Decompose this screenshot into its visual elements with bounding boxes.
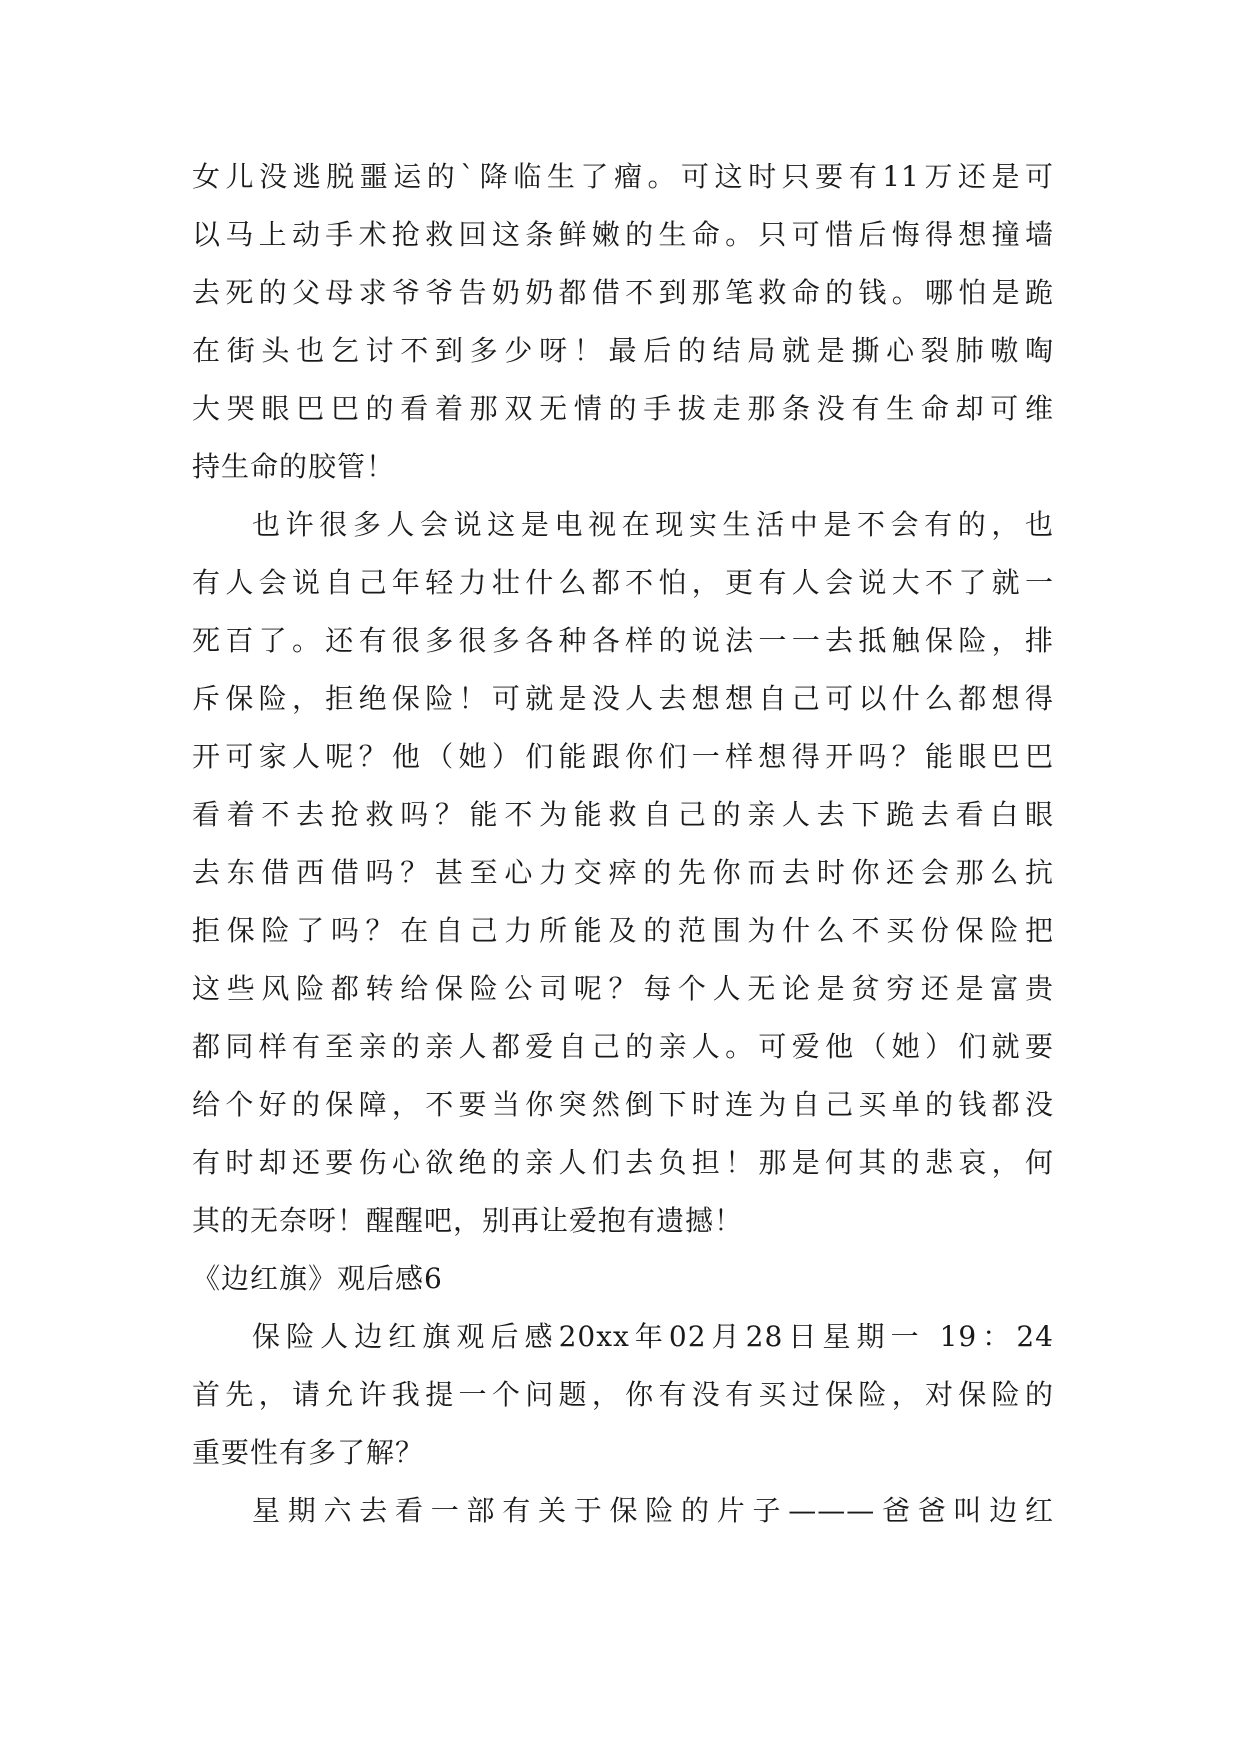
paragraph	[192, 148, 1054, 496]
paragraph	[192, 1482, 1054, 1540]
paragraph	[192, 1308, 1054, 1482]
text-line: 拒保险了吗？在自己力所能及的范围为什么不买份保险把	[192, 914, 1054, 947]
text-line: 在街头也乞讨不到多少呀！最后的结局就是撕心裂肺嗷啕	[192, 334, 1054, 367]
text-line: 这些风险都转给保险公司呢？每个人无论是贫穷还是富贵	[192, 972, 1054, 1005]
text-line: 首先，请允许我提一个问题，你有没有买过保险，对保险的	[192, 1378, 1054, 1411]
text-line: 星期六去看一部有关于保险的片子———爸爸叫边红	[252, 1494, 1054, 1527]
text-line: 斥保险，拒绝保险！可就是没人去想想自己可以什么都想得	[192, 682, 1054, 715]
text-line: 女儿没逃脱噩运的`降临生了瘤。可这时只要有11万还是可	[192, 160, 1054, 193]
text-line: 重要性有多了解？	[192, 1436, 425, 1469]
text-line: 都同样有至亲的亲人都爱自己的亲人。可爱他（她）们就要	[192, 1030, 1054, 1063]
text-line: 其的无奈呀！醒醒吧，别再让爱抱有遗撼！	[192, 1204, 744, 1237]
section-heading: 《边红旗》观后感6	[192, 1262, 443, 1295]
text-line: 有人会说自己年轻力壮什么都不怕，更有人会说大不了就一	[192, 566, 1054, 599]
text-line: 大哭眼巴巴的看着那双无情的手拔走那条没有生命却可维	[192, 392, 1054, 425]
text-line: 给个好的保障，不要当你突然倒下时连为自己买单的钱都没	[192, 1088, 1054, 1121]
paragraph	[192, 496, 1054, 1250]
document-body	[192, 148, 1054, 1540]
text-line: 持生命的胶管！	[192, 450, 396, 483]
text-line: 也许很多人会说这是电视在现实生活中是不会有的，也	[252, 508, 1054, 541]
text-line: 以马上动手术抢救回这条鲜嫩的生命。只可惜后悔得想撞墙	[192, 218, 1054, 251]
text-line: 死百了。还有很多很多各种各样的说法一一去抵触保险，排	[192, 624, 1054, 657]
text-line: 看着不去抢救吗？能不为能救自己的亲人去下跪去看白眼	[192, 798, 1054, 831]
text-line: 保险人边红旗观后感20xx年02月28日星期一 19：24	[252, 1320, 1054, 1353]
text-line: 有时却还要伤心欲绝的亲人们去负担！那是何其的悲哀，何	[192, 1146, 1054, 1179]
text-line: 去死的父母求爷爷告奶奶都借不到那笔救命的钱。哪怕是跪	[192, 276, 1054, 309]
text-line: 去东借西借吗？甚至心力交瘁的先你而去时你还会那么抗	[192, 856, 1054, 889]
text-line: 开可家人呢？他（她）们能跟你们一样想得开吗？能眼巴巴	[192, 740, 1054, 773]
